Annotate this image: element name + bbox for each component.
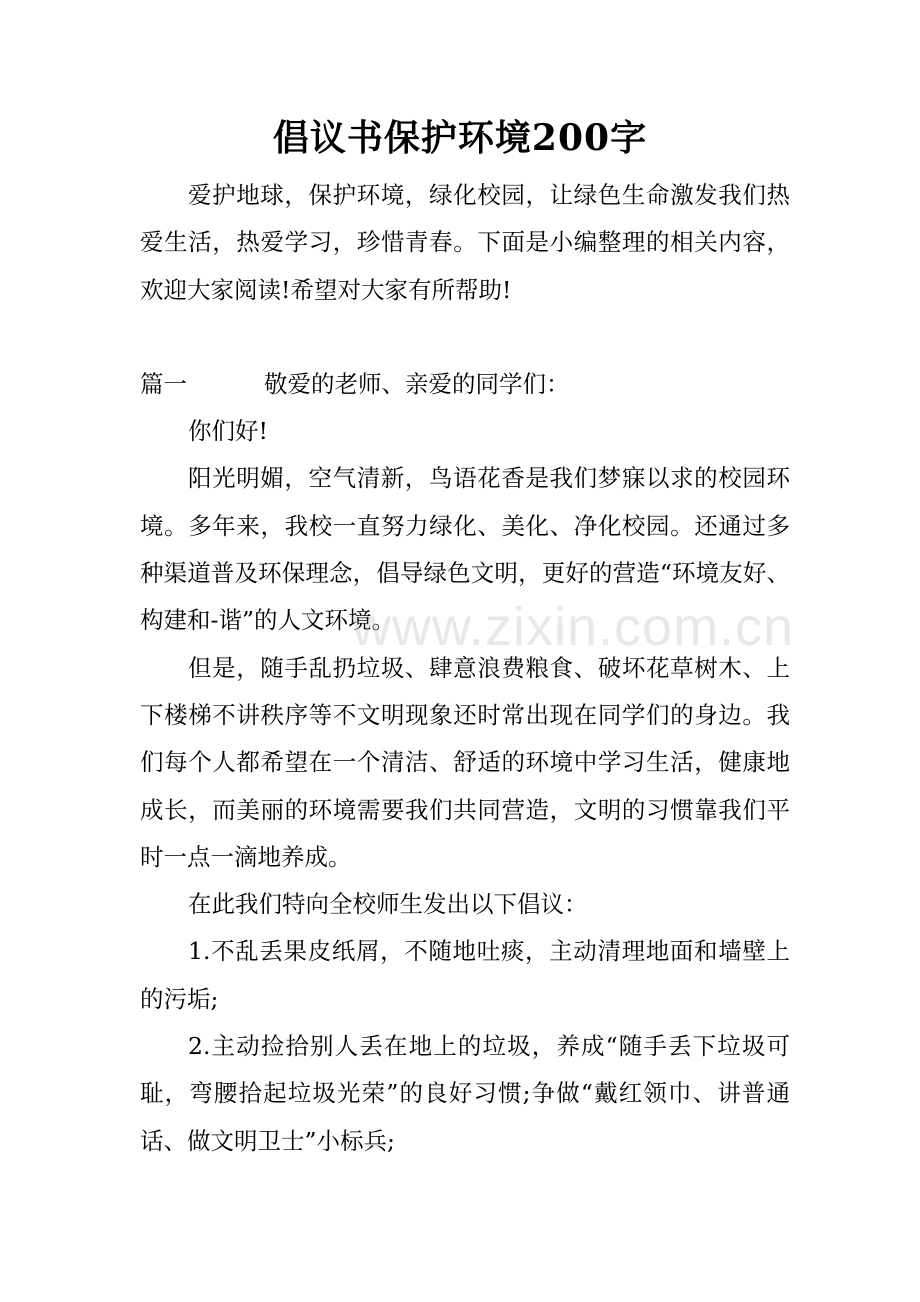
section-heading (140, 361, 790, 408)
body-paragraph: 在此我们特向全校师生发出以下倡议： (188, 890, 588, 919)
proposal-item-1: 1.不乱丢果皮纸屑，不随地吐痰，主动清理地面和墙壁上的污垢; (140, 937, 790, 1013)
intro-paragraph: 爱护地球，保护环境，绿化校园，让绿色生命激发我们热爱生活，热爱学习，珍惜青春。下面是小编整理的相关内容，欢迎大家阅读!希望对大家有所帮助! (140, 181, 790, 304)
paragraph-gap (140, 314, 790, 361)
salutation: 敬爱的老师、亲爱的同学们： (264, 369, 570, 398)
page-title: 倡议书保护环境200字 (272, 117, 648, 159)
watermark: www.zixin.com.cn (352, 597, 795, 657)
body-paragraph: 阳光明媚，空气清新，鸟语花香是我们梦寐以求的校园环境。多年来，我校一直努力绿化、美化、净化校园。还通过多种渠道普及环保理念，倡导绿色文明，更好的营造“环境友好、构建和-谐”的人文环境。 (140, 464, 790, 635)
document-body (140, 172, 790, 1165)
greeting: 你们好! (188, 417, 268, 446)
proposal-item-2: 2.主动捡拾别人丢在地上的垃圾，养成“随手丢下垃圾可耻，弯腰拾起垃圾光荣”的良好习惯;争做“戴红领巾、讲普通话、做文明卫士”小标兵; (140, 1032, 790, 1155)
body-paragraph: 但是，随手乱扔垃圾、肆意浪费粮食、破坏花草树木、上下楼梯不讲秩序等不文明现象还时常出现在同学们的身边。我们每个人都希望在一个清洁、舒适的环境中学习生活，健康地成长，而美丽的环境需要我们共同营造，文明的习惯靠我们平时一点一滴地养成。 (140, 653, 790, 871)
section-label: 篇一 (140, 369, 187, 398)
